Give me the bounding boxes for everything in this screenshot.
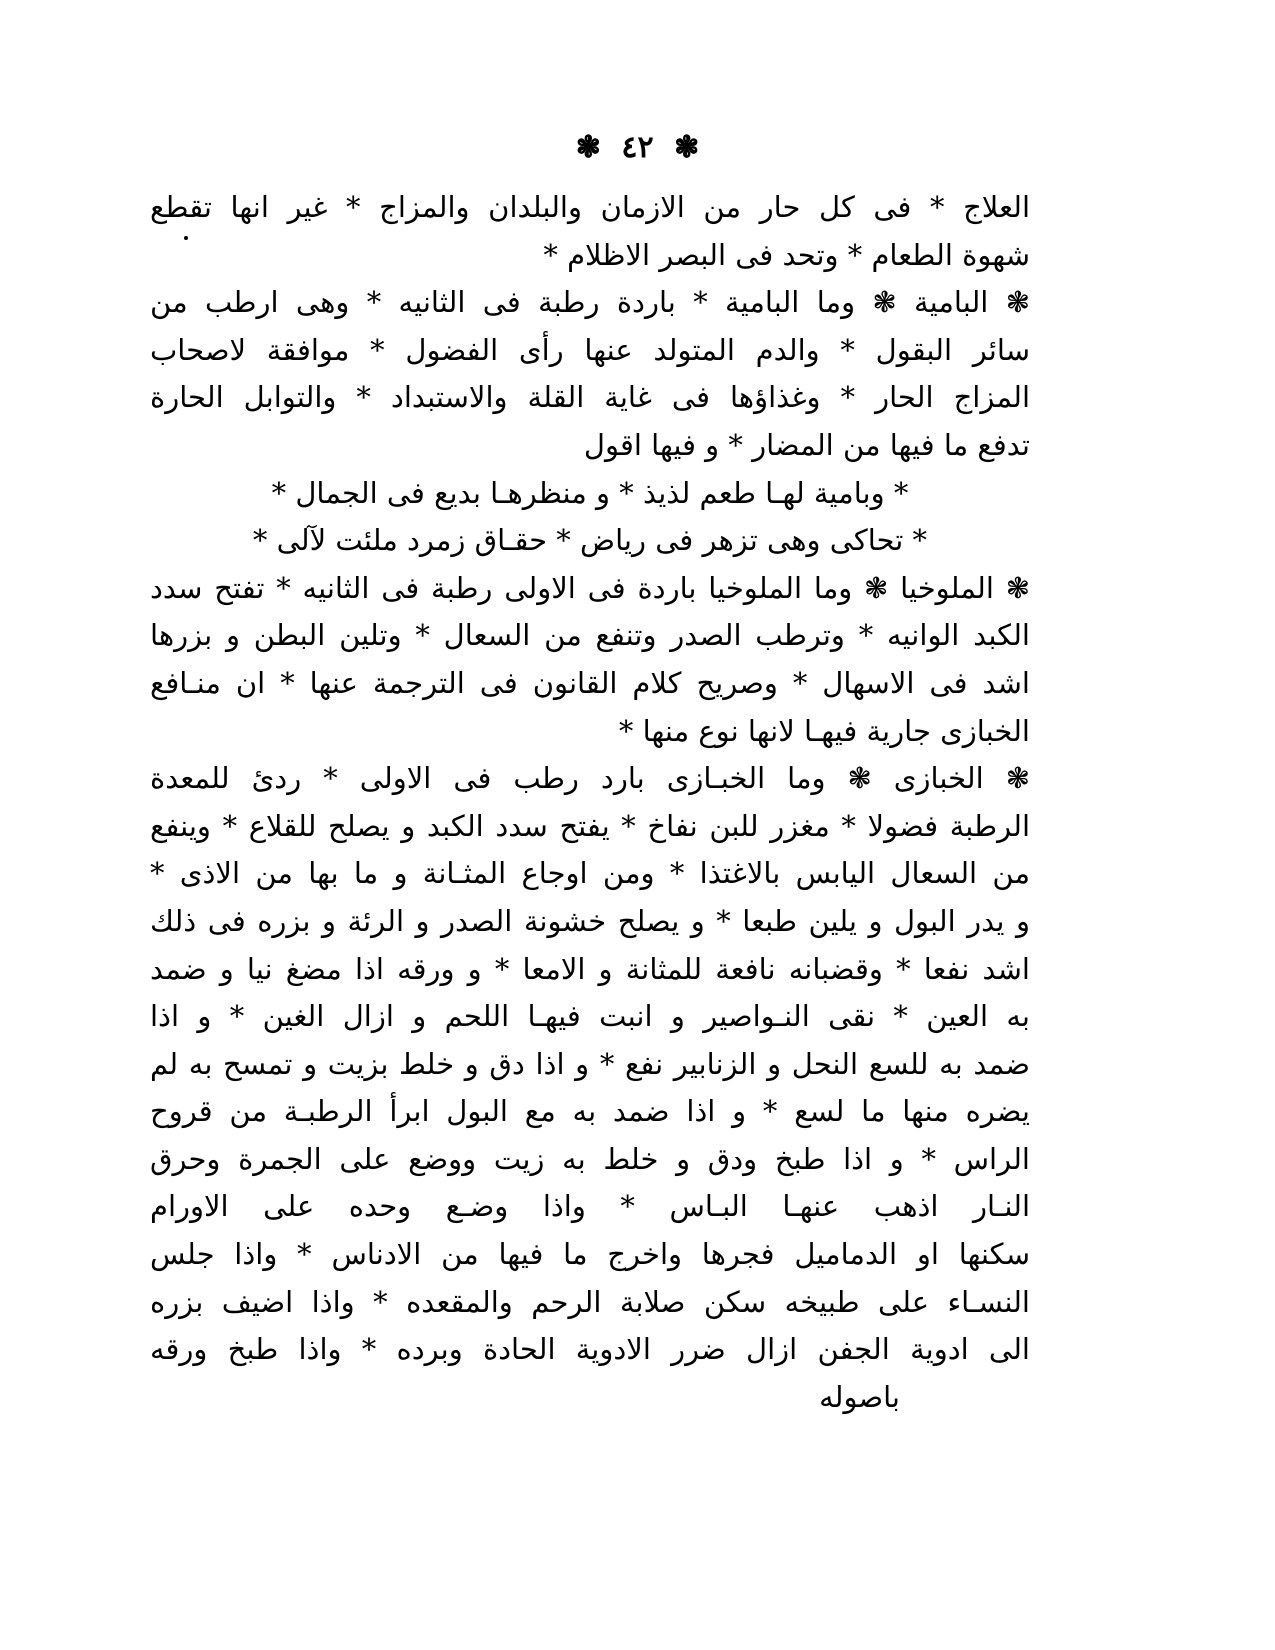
- text-line: شهوة الطعام * وتحد فى البصر الاظلام *: [543, 237, 1030, 272]
- text-line: الراس * و اذا طبخ ودق و خلط به زيت ووضع على الجمرة وحرق: [150, 1141, 1030, 1176]
- text-line: و يدر البول و يلين طبعا * و يصلح خشونة الصدر و الرئة و بزره فى ذلك: [150, 903, 1030, 938]
- verse-line: * تحاكى وهى تزهر فى رياض * حقـاق زمرد ملئت لآلى *: [252, 523, 928, 558]
- text-line: ❃ الخبازى ❃ وما الخبـازى بارد رطب فى الاولى * ردئ للمعدة: [150, 761, 1030, 796]
- catchword-text: باصوله: [819, 1379, 900, 1414]
- text-line: العلاج * فى كل حار من الازمان والبلدان والمزاج * غير انها تقطع: [150, 190, 1030, 224]
- text-line: الخبازى جارية فيهـا لانها نوع منها *: [618, 713, 1030, 748]
- catchword: [150, 1374, 1030, 1422]
- text-line: اشد نفعا * وقضبانه نافعة للمثانة و الامعا * و ورقه اذا مضغ نيا و ضمد: [150, 951, 1030, 986]
- text-line: الرطبة فضولا * مغزر للبن نفاخ * يفتح سدد الكبد و يصلح للقلاع * وينفع: [150, 808, 1030, 843]
- text-line: يضره منها ما لسع * و اذا ضمد به مع البول ابرأ الرطبـة من قروح: [150, 1094, 1030, 1129]
- text-line: ❃ الملوخيا ❃ وما الملوخيا باردة فى الاولى رطبة فى الثانيه * تفتح سدد: [150, 570, 1030, 605]
- text-line: ❃ البامية ❃ وما البامية * باردة رطبة فى الثانيه * وهى ارطب من: [150, 285, 1030, 320]
- ornament-icon: ❃: [674, 130, 700, 165]
- body-text: [150, 184, 1030, 1421]
- text-line: به العين * نقى النـواصير و انبت فيهـا اللحم و ازال الغين * و اذا: [150, 999, 1030, 1034]
- text-line: تدفع ما فيها من المضار * و فيها اقول: [583, 427, 1030, 462]
- text-line: الكبد الوانيه * وترطب الصدر وتنفع من السعال * وتلين البطن و بزرها: [150, 618, 1030, 653]
- page-header: [0, 128, 1275, 168]
- text-line: الى ادوية الجفن ازال ضرر الادوية الحادة وبرده * واذا طبخ ورقه: [150, 1332, 1030, 1367]
- text-line: اشد فى الاسهال * وصريح كلام القانون فى الترجمة عنها * ان منـافع: [150, 665, 1030, 700]
- text-line: سائر البقول * والدم المتولد عنها رأى الفضول * موافقة لاصحاب: [150, 332, 1030, 367]
- verse-line: * وبامية لهـا طعم لذيذ * و منظرهـا بديع فى الجمال *: [271, 475, 909, 510]
- text-line: من السعال اليابس بالاغتذا * ومن اوجاع المثـانة و ما بها من الاذى *: [150, 856, 1030, 891]
- text-line: ضمد به للسع النحل و الزنابير نفع * و اذا دق و خلط بزيت و تمسح به لم: [150, 1046, 1030, 1081]
- text-line: النسـاء على طبيخه سكن صلابة الرحم والمقعده * واذا اضيف بزره: [150, 1284, 1030, 1319]
- page-number: ٤٢: [621, 130, 654, 165]
- text-line: المزاج الحار * وغذاؤها فى غاية القلة والاستبداد * والتوابل الحارة: [150, 380, 1030, 415]
- text-line: سكنها او الدماميل فجرها واخرج ما فيها من الادناس * واذا جلس: [150, 1237, 1030, 1272]
- ornament-icon: ❃: [575, 130, 601, 165]
- text-line: النـار اذهب عنهـا البـاس * واذا وضـع وحده على الاورام: [150, 1189, 1030, 1224]
